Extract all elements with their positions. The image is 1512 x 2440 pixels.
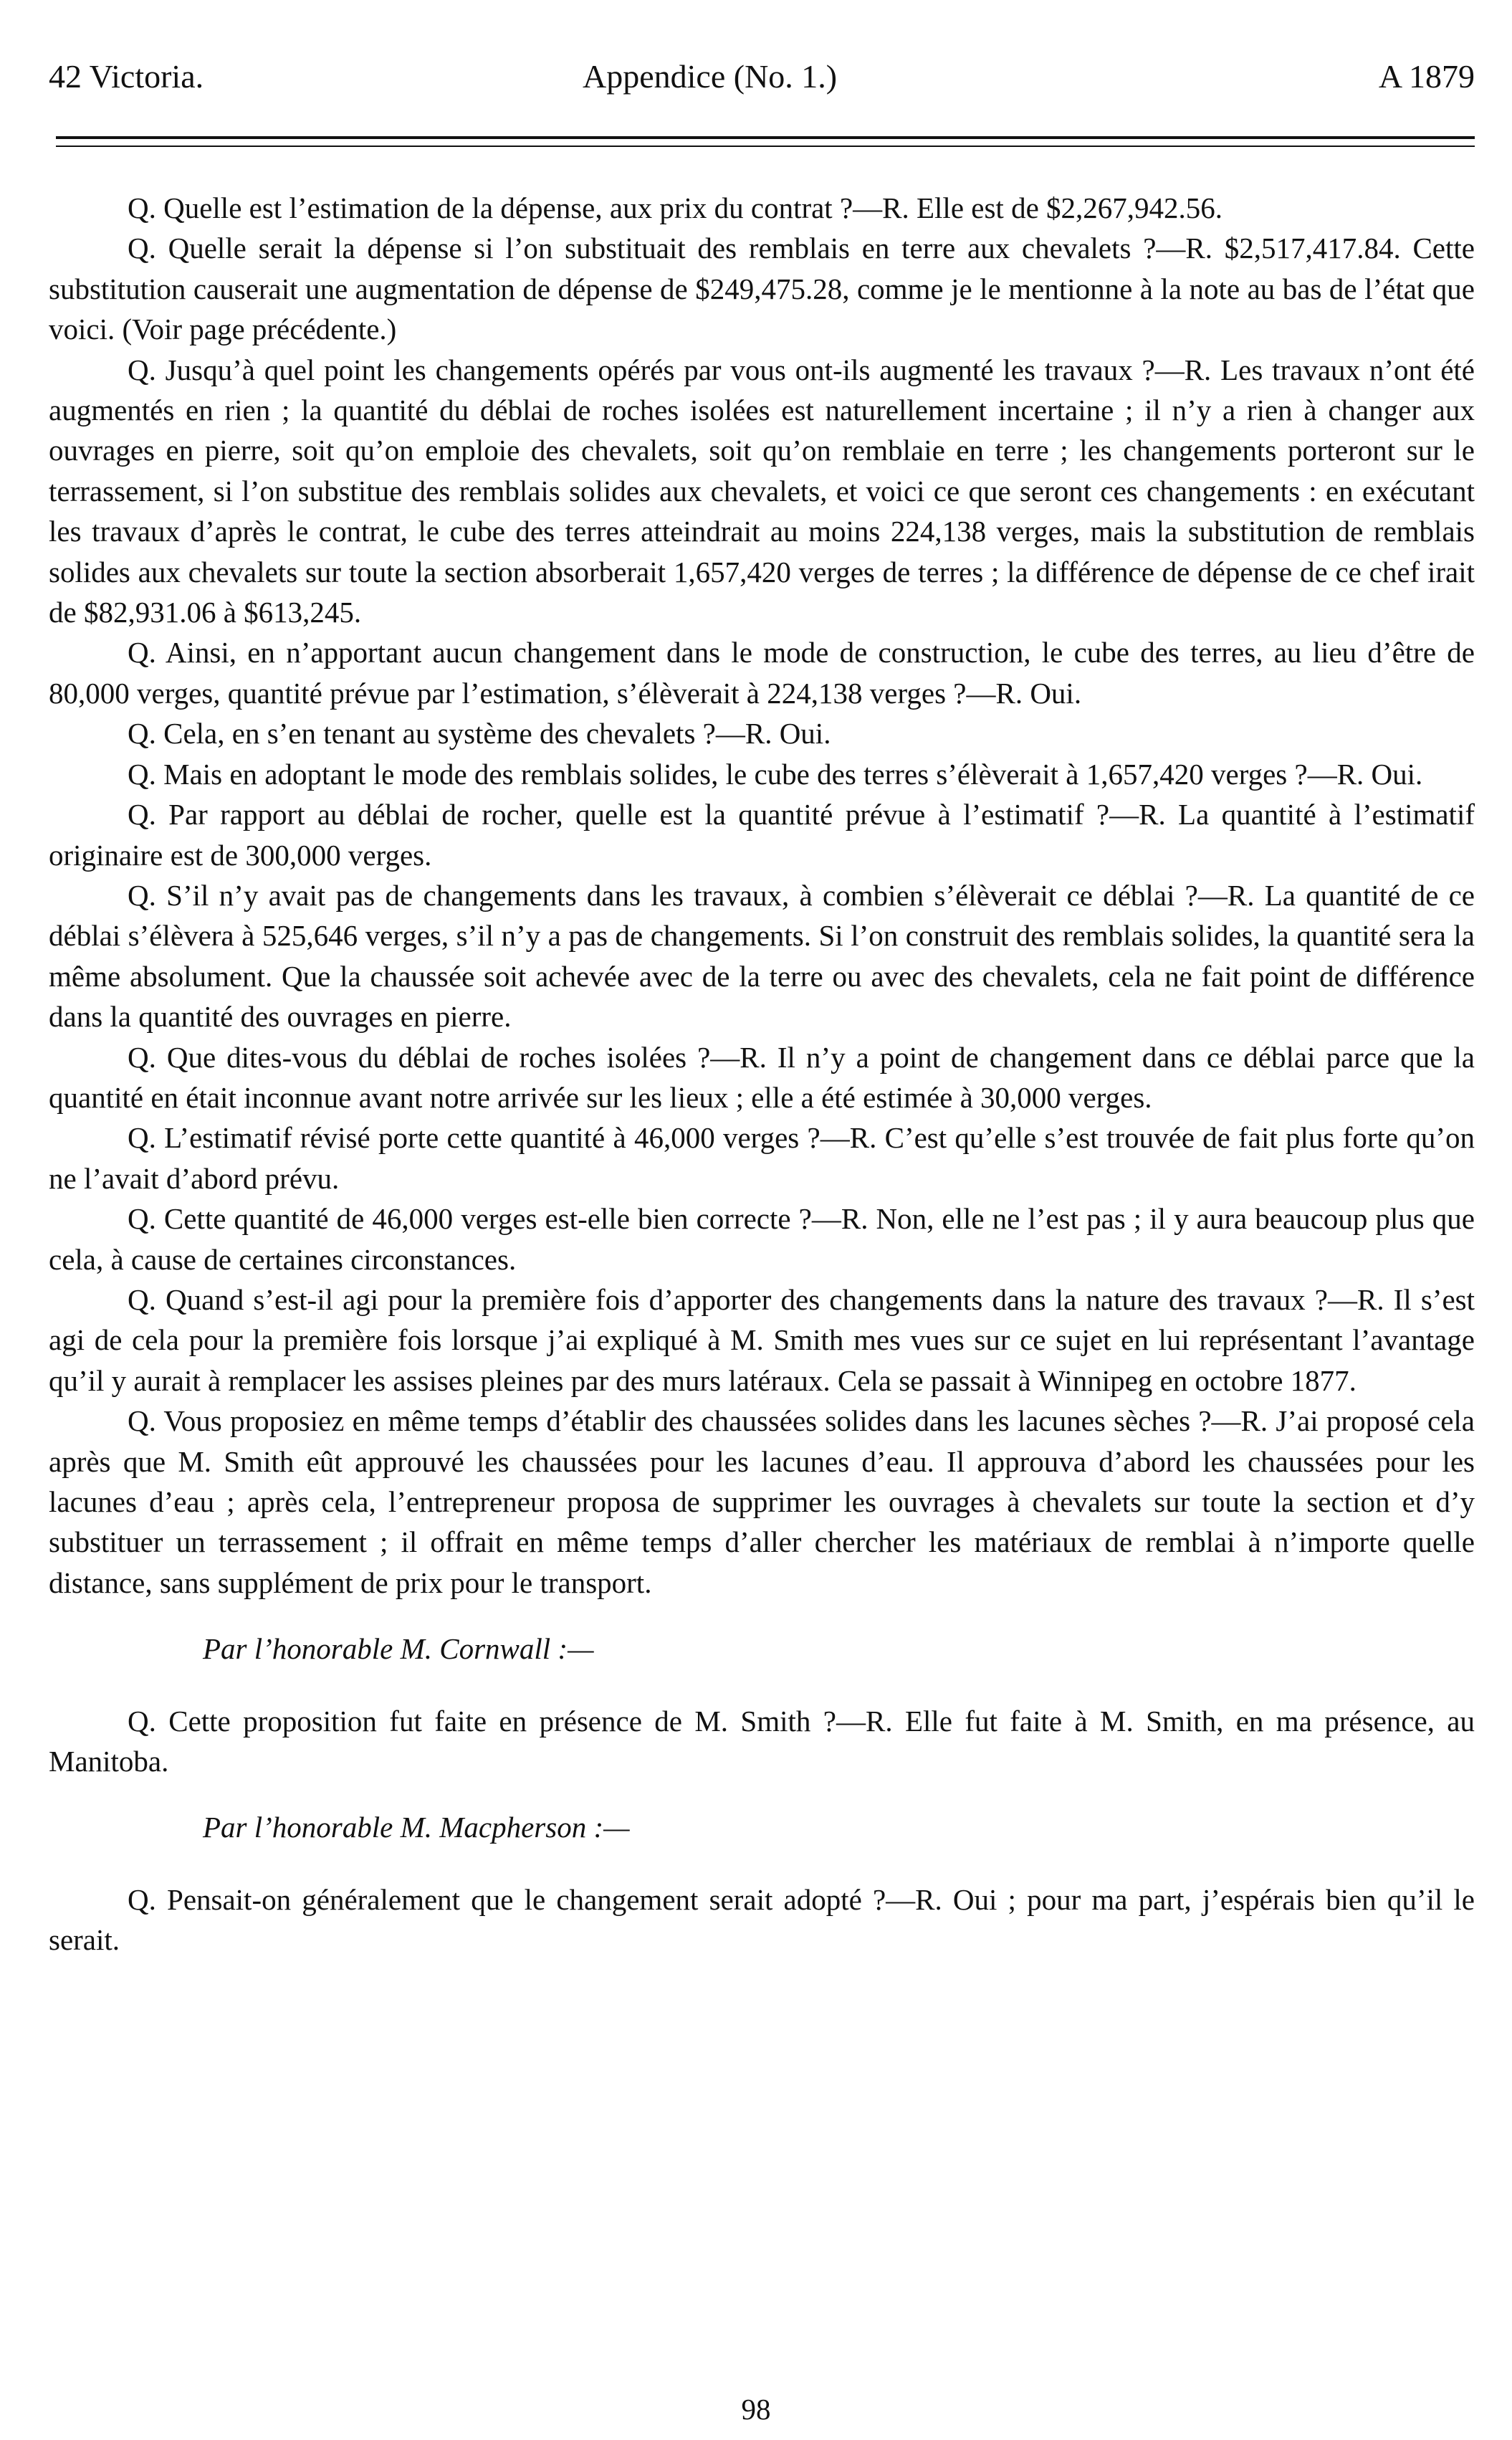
paragraph: Q. Quelle serait la dépense si l’on substituait des remblais en terre aux chevalets ?—R. $2,517,417.84. Cette substitution causerait une augmentation de dépense de $249,475.28, comme je le mentionne à la note au bas de l’état que voici. (Voir page précédente.): [49, 232, 1475, 346]
header-session: 42 Victoria.: [49, 58, 204, 95]
paragraph: Q. Quand s’est-il agi pour la première fois d’apporter des changements dans la nature des travaux ?—R. Il s’est agi de cela pour la première fois lorsque j’ai expliqué à M. Smith mes vues sur ce sujet en lui représentant l’avantage qu’il y aurait à remplacer les assises pleines par des murs latéraux. Cela se passait à Winnipeg en octobre 1877.: [49, 1282, 1475, 1397]
header-year: A 1879: [1378, 58, 1475, 95]
paragraph: Q. Quelle est l’estimation de la dépense, aux prix du contrat ?—R. Elle est de $2,267,942.56.: [128, 191, 1223, 224]
paragraph: Q. Que dites-vous du déblai de roches isolées ?—R. Il n’y a point de changement dans ce déblai parce que la quantité en était inconnue avant notre arrivée sur les lieux ; elle a été estimée à 30,000 verges.: [49, 1040, 1475, 1114]
paragraph: Q. L’estimatif révisé porte cette quantité à 46,000 verges ?—R. C’est qu’elle s’est trouvée de fait plus forte qu’on ne l’avait d’abord prévu.: [49, 1121, 1475, 1195]
paragraph: Q. Cela, en s’en tenant au système des chevalets ?—R. Oui.: [128, 717, 831, 750]
paragraph: Q. Pensait-on généralement que le changement serait adopté ?—R. Oui ; pour ma part, j’espérais bien qu’il le serait.: [49, 1882, 1475, 1957]
speaker-heading-cornwall: Par l’honorable M. Cornwall :—: [203, 1632, 594, 1666]
page-body: [49, 188, 1475, 1960]
paragraph: Q. Cette quantité de 46,000 verges est-elle bien correcte ?—R. Non, elle ne l’est pas ; il y aura beaucoup plus que cela, à cause de certaines circonstances.: [49, 1202, 1475, 1276]
paragraph: Q. Mais en adoptant le mode des remblais solides, le cube des terres s’élèverait à 1,657,420 verges ?—R. Oui.: [128, 757, 1423, 791]
header-rule-thick: [56, 136, 1475, 139]
paragraph: Q. S’il n’y avait pas de changements dans les travaux, à combien s’élèverait ce déblai ?—R. La quantité de ce déblai s’élèvera à 525,646 verges, s’il n’y a pas de changements. Si l’on construit des remblais solides, la quantité sera la même absolument. Que la chaussée soit achevée avec de la terre ou avec des chevalets, cela ne fait point de différence dans la quantité des ouvrages en pierre.: [49, 878, 1475, 1034]
paragraph: Q. Ainsi, en n’apportant aucun changement dans le mode de construction, le cube des terres, au lieu d’être de 80,000 verges, quantité prévue par l’estimation, s’élèverait à 224,138 verges ?—R. Oui.: [49, 636, 1475, 710]
paragraph: Q. Jusqu’à quel point les changements opérés par vous ont-ils augmenté les travaux ?—R. Les travaux n’ont été augmentés en rien ; la quantité du déblai de roches isolées est naturellement incertaine ; il n’y a rien à changer aux ouvrages en pierre, soit qu’on emploie des chevalets, soit qu’on remblaie en terre ; les changements porteront sur le terrassement, si l’on substitue des remblais solides aux chevalets, et voici ce que seront ces changements : en exécutant les travaux d’après le contrat, le cube des terres atteindrait au moins 224,138 verges, mais la substitution de remblais solides aux chevalets sur toute la section absorberait 1,657,420 verges de terres ; la différence de dépense de ce chef irait de $82,931.06 à $613,245.: [49, 353, 1475, 629]
page-number: 98: [741, 2393, 771, 2426]
paragraph: Q. Vous proposiez en même temps d’établir des chaussées solides dans les lacunes sèches ?—R. J’ai proposé cela après que M. Smith eût approuvé les chaussées pour les lacunes d’eau. Il approuva d’abord les chaussées pour les lacunes d’eau ; après cela, l’entrepreneur proposa de supprimer les ouvrages à chevalets sur toute la section et d’y substituer un terrassement ; il offrait en même temps d’aller chercher les matériaux de remblai à n’importe quelle distance, sans supplément de prix pour le transport.: [49, 1404, 1475, 1599]
header-rule-thin: [56, 146, 1475, 147]
speaker-heading-macpherson: Par l’honorable M. Macpherson :—: [203, 1811, 630, 1844]
page-header: [49, 44, 1475, 116]
paragraph: Q. Par rapport au déblai de rocher, quelle est la quantité prévue à l’estimatif ?—R. La quantité à l’estimatif originaire est de 300,000 verges.: [49, 798, 1475, 872]
paragraph: Q. Cette proposition fut faite en présence de M. Smith ?—R. Elle fut faite à M. Smith, en ma présence, au Manitoba.: [49, 1704, 1475, 1778]
header-appendix: Appendice (No. 1.): [583, 58, 838, 95]
